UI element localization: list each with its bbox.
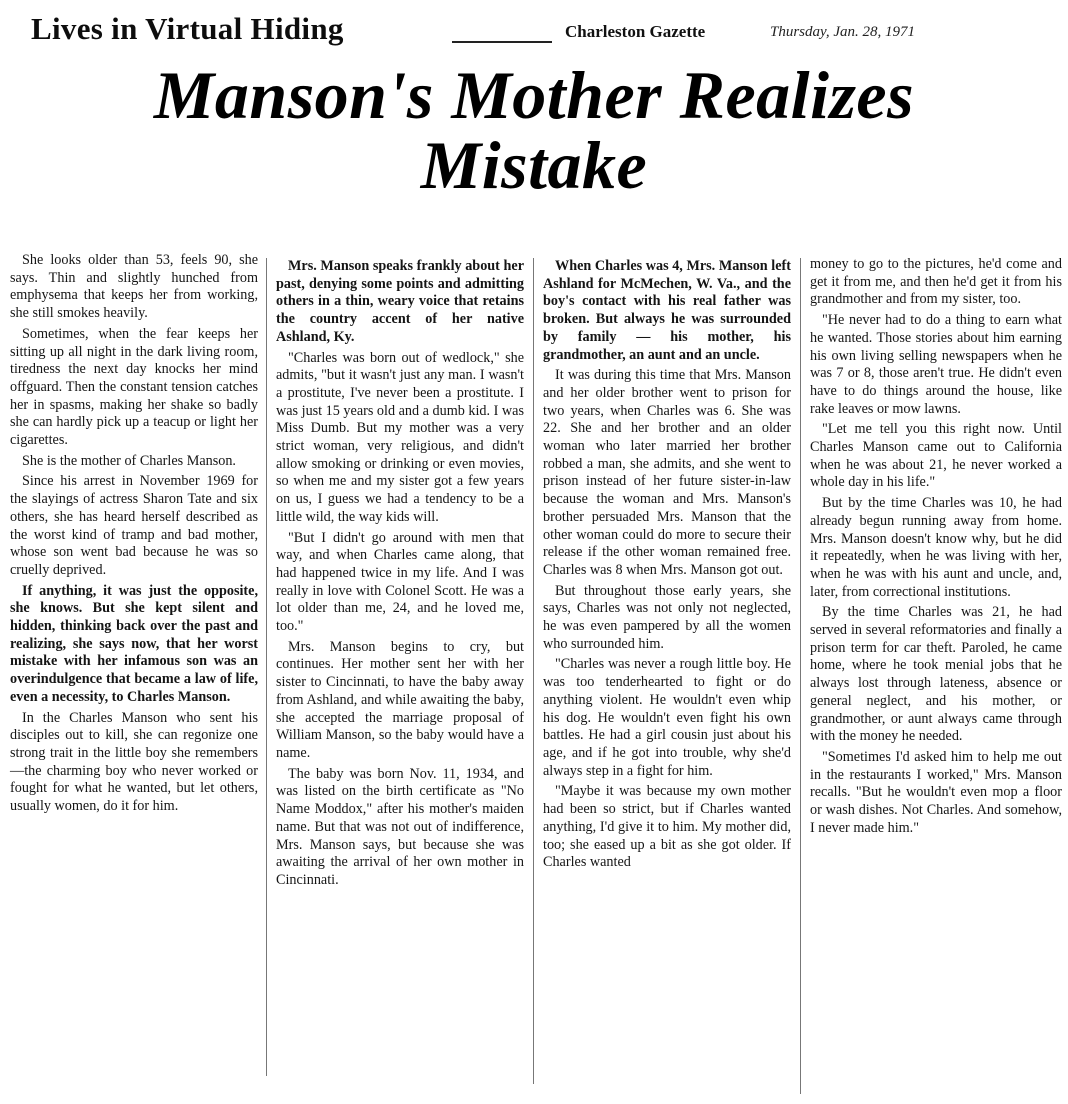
column-rule [533, 258, 534, 1084]
paragraph: "Charles was never a rough little boy. He was too tenderhearted to fight or do anything violent. He wouldn't even whip his dog. He wouldn't even fight his own battles. He had a girl cousin just about his age, and if he got into trouble, why she'd always step in a fight for him. [543, 656, 791, 779]
paragraph: Mrs. Manson begins to cry, but continues. Her mother sent her with her sister to Cincinnati, to have the baby away from Ashland, and while awaiting the baby, she accepted the marriage proposal of William Manson, so the baby would have a name. [276, 638, 524, 761]
article-column-4 [810, 256, 1062, 841]
paragraph: She is the mother of Charles Manson. [22, 452, 236, 469]
paragraph: Sometimes, when the fear keeps her sitting up all night in the dark living room, tiredness the next day knocks her mind offguard. Then the constant tension catches her in spasms, making her shake so badly she can hardly pick up a teacup or light her cigarettes. [10, 325, 258, 449]
paragraph: "But I didn't go around with men that way, and when Charles came along, that had happened twice in my life. And I was really in love with Colonel Scott. He was a lot older than me, 24, and he loved me, too." [276, 529, 524, 635]
paragraph: "Sometimes I'd asked him to help me out in the restaurants I worked," Mrs. Manson recalls. "But he wouldn't even mop a floor or wash dishes. Not Charles. And somehow, I never made him." [810, 748, 1062, 836]
dateline: Thursday, Jan. 28, 1971 [770, 24, 916, 40]
paragraph: "He never had to do a thing to earn what he wanted. Those stories about him earning his own living selling newspapers when he was 7 or 8, those aren't true. He didn't even have to do things around the house, like rake leaves or mow lawns. [810, 312, 1062, 417]
paragraph: When Charles was 4, Mrs. Manson left Ashland for McMechen, W. Va., and the boy's contact with his real father was broken. But always he was surrounded by family — his mother, his grandmother, an aunt and an uncle. [543, 258, 791, 363]
paragraph: But throughout those early years, she says, Charles was not only not neglected, he was even pampered by all the women who surrounded him. [543, 582, 791, 652]
paragraph: "Let me tell you this right now. Until Charles Manson came out to California when he was about 21, he never worked a whole day in his life." [810, 421, 1062, 491]
article-column-1 [10, 252, 258, 819]
paragraph: money to go to the pictures, he'd come and get it from me, and then he'd get it from his grandmother and from my sister, too. [810, 256, 1062, 308]
paragraph: She looks older than 53, feels 90, she says. Thin and slightly hunched from emphysema that keeps her from working, she still smokes heavily. [10, 252, 258, 322]
paragraph: The baby was born Nov. 11, 1934, and was listed on the birth certificate as "No Name Moddox," after his mother's maiden name. But that was not out of indifference, Mrs. Manson says, but because she was awaiting the arrival of her own mother in Cincinnati. [276, 765, 524, 888]
newspaper-name: Charleston Gazette [565, 22, 706, 41]
kicker-rule [452, 41, 552, 43]
column-rule [800, 258, 801, 1094]
headline-line-1: Manson's Mother Realizes [153, 57, 915, 133]
article-column-2 [276, 258, 524, 893]
paragraph: But by the time Charles was 10, he had already begun running away from home. Mrs. Manson doesn't know why, but he did it repeatedly, when he was living with her, when he was with his aunt and uncle, and, later, from correctional institutions. [810, 495, 1062, 600]
paragraph: It was during this time that Mrs. Manson and her older brother went to prison for two years, when Charles was 6. She was 22. She and her brother and an older woman who later married her brother robbed a man, she admits, and she went to prison instead of her future sister-in-law because the woman and Mrs. Manson's brother persuaded Mrs. Manson that the other woman could do more to secure their release if the other woman remained free. Charles was 8 when Mrs. Manson got out. [543, 367, 791, 578]
headline-line-2: Mistake [420, 127, 648, 203]
paragraph: If anything, it was just the opposite, she knows. But she kept silent and hidden, thinking back over the past and realizing, she says now, that her worst mistake with her infamous son was an overindulgence that became a law of life, even a necessity, to Charles Manson. [10, 582, 258, 705]
paragraph: In the Charles Manson who sent his disciples out to kill, she can regonize one strong trait in the little boy she remembers—the charming boy who never worked or fought for what he wanted, but let others, usually women, do it for him. [10, 709, 258, 815]
paragraph: Since his arrest in November 1969 for the slayings of actress Sharon Tate and six others, she has heard herself described as the worst kind of tramp and bad mother, whose son went bad because he was so cruelly deprived. [10, 473, 258, 578]
headline [0, 57, 1068, 203]
section-kicker: Lives in Virtual Hiding [31, 11, 344, 46]
paragraph: By the time Charles was 21, he had served in several reformatories and finally a prison term for car theft. Paroled, he came home, where he took menial jobs that he always lost through lateness, absence or general neglect, and his mother, or grandmother, or aunt always came through with the money he needed. [810, 604, 1062, 745]
paragraph: "Maybe it was because my own mother had been so strict, but if Charles wanted anything, I'd give it to him. My mother did, too; she eased up a bit as she got older. If Charles wanted [543, 783, 791, 871]
paragraph: Mrs. Manson speaks frankly about her past, denying some points and admitting others in a thin, weary voice that retains the country accent of her native Ashland, Ky. [276, 258, 524, 345]
article-column-3 [543, 258, 791, 875]
column-rule [266, 258, 267, 1076]
paragraph: "Charles was born out of wedlock," she admits, "but it wasn't just any man. I wasn't a prostitute, I've never been a prostitute. I was just 15 years old and a dumb kid. I was Miss Dumb. But my mother was a very strict woman, very religious, and didn't allow smoking or drinking or even movies, so when me and my sister got a few years on us, I guess we had a tendency to be a little wild, the way kids will. [276, 349, 524, 525]
